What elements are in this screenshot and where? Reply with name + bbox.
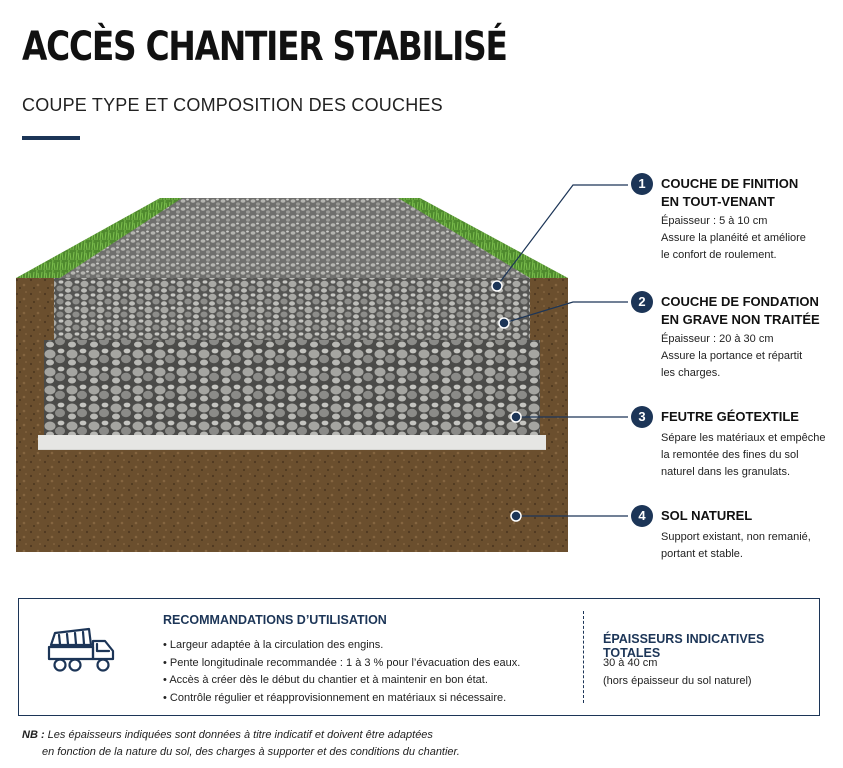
panel-divider [583, 611, 584, 703]
recommendations-title: RECOMMANDATIONS D’UTILISATION [163, 613, 387, 627]
callout-layer-3 [631, 406, 836, 486]
totals-note: (hors épaisseur du sol naturel) [603, 675, 752, 687]
footnote-line-2: en fonction de la nature du sol, des charges à supporter et des conditions du chantier. [42, 746, 460, 758]
cross-section-illustration [0, 150, 600, 570]
callout-number: 3 [631, 406, 653, 428]
title-underline [22, 136, 80, 140]
callout-description: Épaisseur : 20 à 30 cm Assure la portance et répartit les charges. [661, 333, 803, 379]
footnote [22, 727, 460, 761]
callout-description: Sépare les matériaux et empêche la remontée des fines du sol naturel dans les granulats. [661, 432, 826, 478]
callout-number: 2 [631, 291, 653, 313]
list-item: • Largeur adaptée à la circulation des engins. [163, 637, 520, 655]
list-item: • Contrôle régulier et réapprovisionnement en matériaux si nécessaire. [163, 690, 520, 708]
recommendations-panel [18, 598, 820, 716]
callout-number: 4 [631, 505, 653, 527]
page-subtitle: COUPE TYPE ET COMPOSITION DES COUCHES [22, 95, 443, 115]
callout-number: 1 [631, 173, 653, 195]
callout-layer-4 [631, 505, 836, 567]
callout-title: COUCHE DE FINITION EN TOUT-VENANT [661, 176, 799, 209]
callout-title: FEUTRE GÉOTEXTILE [661, 409, 799, 424]
callout-layer-1 [631, 173, 836, 268]
list-item: • Pente longitudinale recommandée : 1 à 3 % pour l’évacuation des eaux. [163, 655, 520, 673]
totals-title: ÉPAISSEURS INDICATIVES TOTALES [603, 632, 765, 660]
dump-truck-icon [45, 625, 117, 675]
callout-title: COUCHE DE FONDATION EN GRAVE NON TRAITÉE [661, 294, 820, 327]
footnote-line-1: Les épaisseurs indiquées sont données à titre indicatif et doivent être adaptées [47, 729, 433, 741]
page-title: ACCÈS CHANTIER STABILISÉ [22, 24, 507, 70]
callout-description: Support existant, non remanié, portant et stable. [661, 531, 811, 560]
recommendations-list [163, 637, 520, 707]
callout-description: Épaisseur : 5 à 10 cm Assure la planéité et améliore le confort de roulement. [661, 215, 806, 261]
totals-value: 30 à 40 cm [603, 657, 658, 669]
list-item: • Accès à créer dès le début du chantier et à maintenir en bon état. [163, 672, 520, 690]
callout-layer-2 [631, 291, 836, 386]
footnote-label: NB : [22, 729, 45, 741]
callout-title: SOL NATUREL [661, 508, 753, 523]
